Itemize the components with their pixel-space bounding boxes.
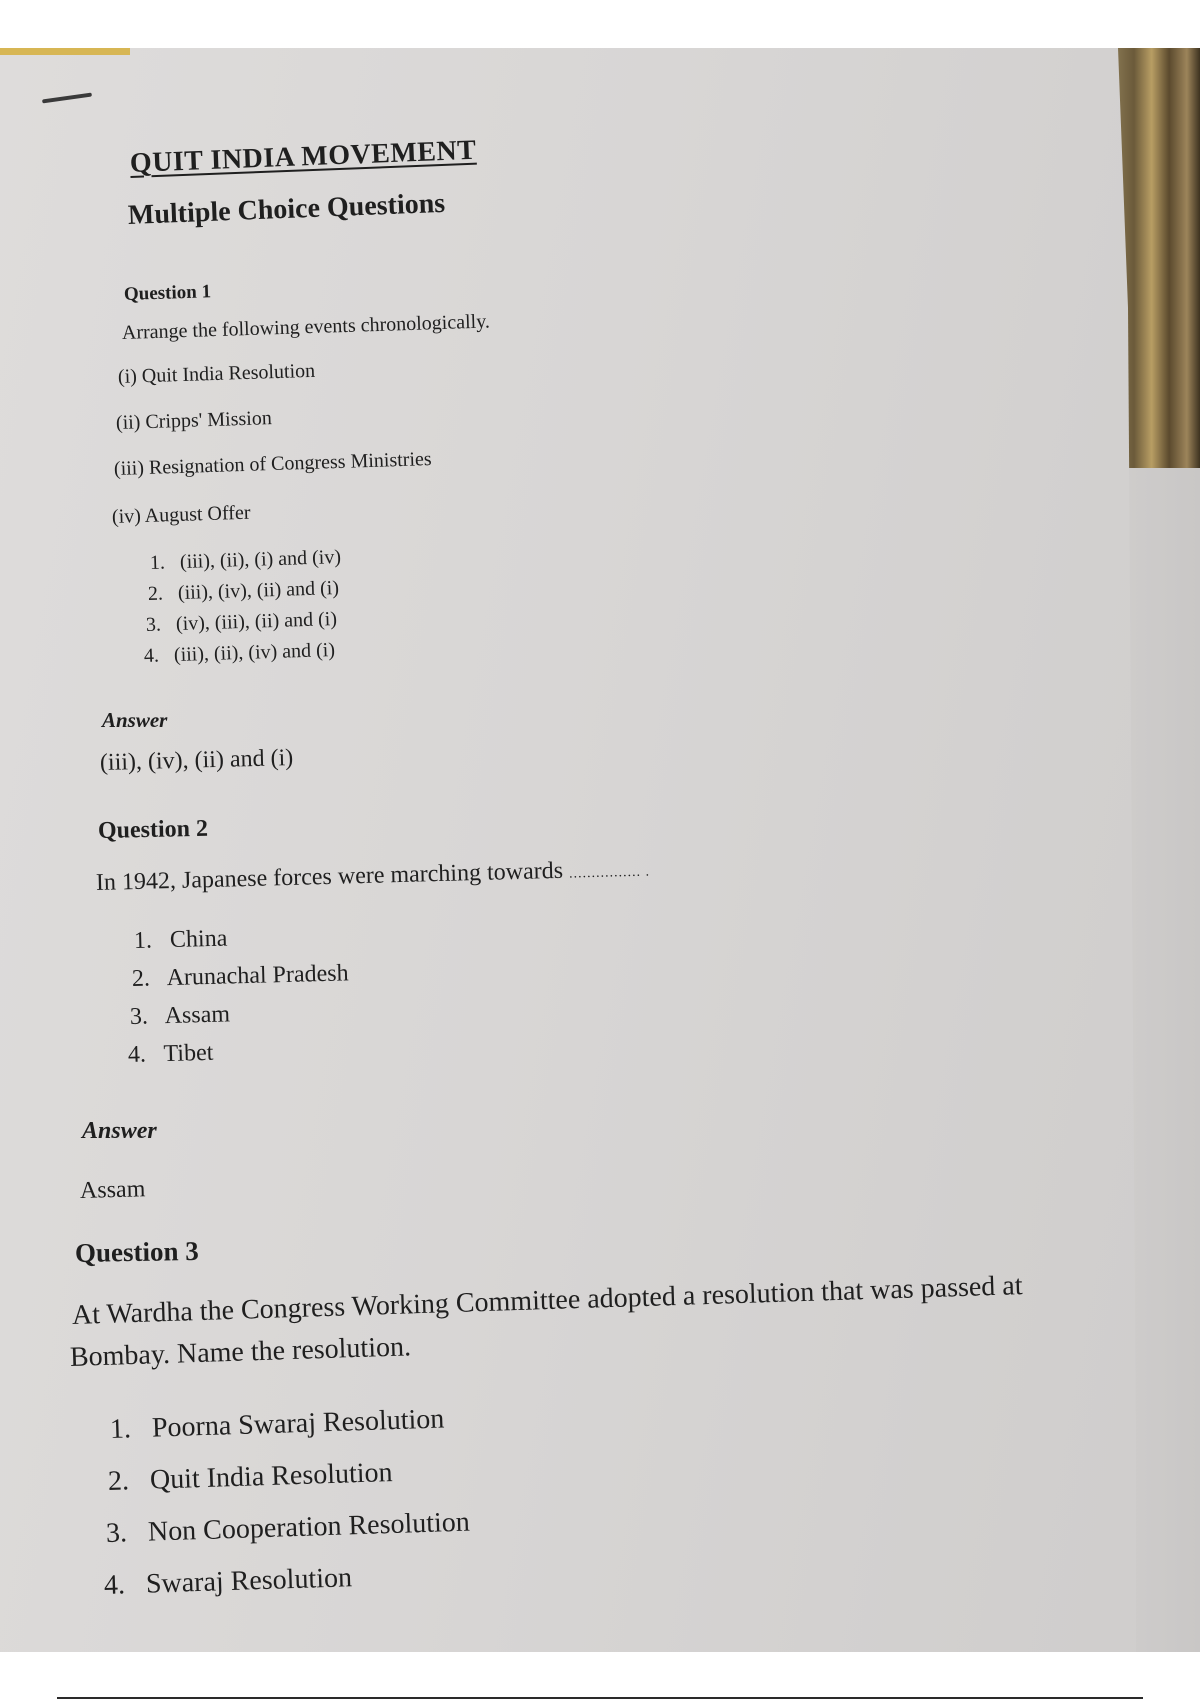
question-3-option-4: [103, 1562, 352, 1602]
option-text: Swaraj Resolution: [145, 1562, 353, 1600]
option-text: Quit India Resolution: [149, 1457, 393, 1496]
option-text: China: [169, 925, 228, 954]
option-text: Arunachal Pradesh: [166, 960, 349, 992]
option-text: Poorna Swaraj Resolution: [151, 1403, 445, 1444]
option-number: 3.: [145, 613, 162, 636]
option-number: 4.: [143, 644, 160, 667]
option-text: (iii), (iv), (ii) and (i): [177, 577, 340, 605]
document-photo: [0, 48, 1200, 1652]
question-1-item-2: (ii) Cripps' Mission: [115, 407, 273, 434]
question-2-option-1: [134, 926, 228, 955]
option-number: 4.: [127, 1041, 147, 1068]
question-2-blank: ................ .: [568, 864, 651, 882]
question-3-option-2: [107, 1457, 393, 1498]
option-text: Assam: [164, 1001, 231, 1030]
question-3-option-3: [105, 1507, 470, 1550]
question-1-prompt: Arrange the following events chronologically.: [121, 310, 491, 344]
question-3-prompt-line-1: At Wardha the Congress Working Committee adopted a resolution that was passed at: [71, 1270, 1023, 1331]
question-1-option-1: [150, 546, 342, 575]
question-1-option-3: [146, 608, 338, 637]
option-number: 2.: [107, 1465, 130, 1497]
question-2-heading: Question 2: [97, 815, 209, 844]
option-number: 1.: [149, 551, 166, 574]
option-number: 3.: [129, 1003, 149, 1030]
question-1-option-2: [148, 577, 340, 606]
question-1-answer-label: Answer: [102, 708, 168, 732]
question-3-prompt-line-2: Bombay. Name the resolution.: [69, 1331, 412, 1373]
question-2-answer-label: Answer: [82, 1118, 157, 1144]
option-text: (iii), (ii), (i) and (iv): [179, 546, 342, 574]
question-1-option-4: [144, 639, 336, 668]
option-text: (iii), (ii), (iv) and (i): [173, 639, 336, 667]
question-2-option-2: [132, 960, 349, 993]
page-title: QUIT INDIA MOVEMENT: [129, 134, 477, 179]
question-2-option-4: [128, 1040, 214, 1069]
option-number: 2.: [147, 582, 164, 605]
page-content: [0, 48, 1200, 1652]
question-2-prompt-text: In 1942, Japanese forces were marching towards: [95, 857, 564, 896]
question-1-item-3: (iii) Resignation of Congress Ministries: [113, 448, 432, 480]
option-text: Non Cooperation Resolution: [147, 1506, 471, 1548]
question-1-answer: (iii), (iv), (ii) and (i): [99, 744, 294, 776]
question-2-prompt: [96, 855, 651, 896]
page-subtitle: Multiple Choice Questions: [127, 187, 446, 231]
page-divider: [57, 1697, 1143, 1699]
option-number: 4.: [103, 1569, 126, 1601]
question-3-heading: Question 3: [74, 1235, 200, 1268]
option-number: 3.: [105, 1517, 128, 1549]
question-3-option-1: [109, 1404, 444, 1446]
question-2-answer: Assam: [79, 1176, 146, 1204]
option-number: 2.: [131, 965, 151, 992]
question-1-item-4: (iv) August Offer: [111, 501, 251, 528]
option-number: 1.: [133, 927, 153, 954]
option-number: 1.: [109, 1413, 132, 1445]
option-text: Tibet: [163, 1039, 214, 1068]
question-1-heading: Question 1: [123, 281, 212, 305]
question-1-item-1: (i) Quit India Resolution: [117, 359, 316, 388]
option-text: (iv), (iii), (ii) and (i): [175, 608, 338, 636]
question-2-option-3: [130, 1001, 231, 1031]
